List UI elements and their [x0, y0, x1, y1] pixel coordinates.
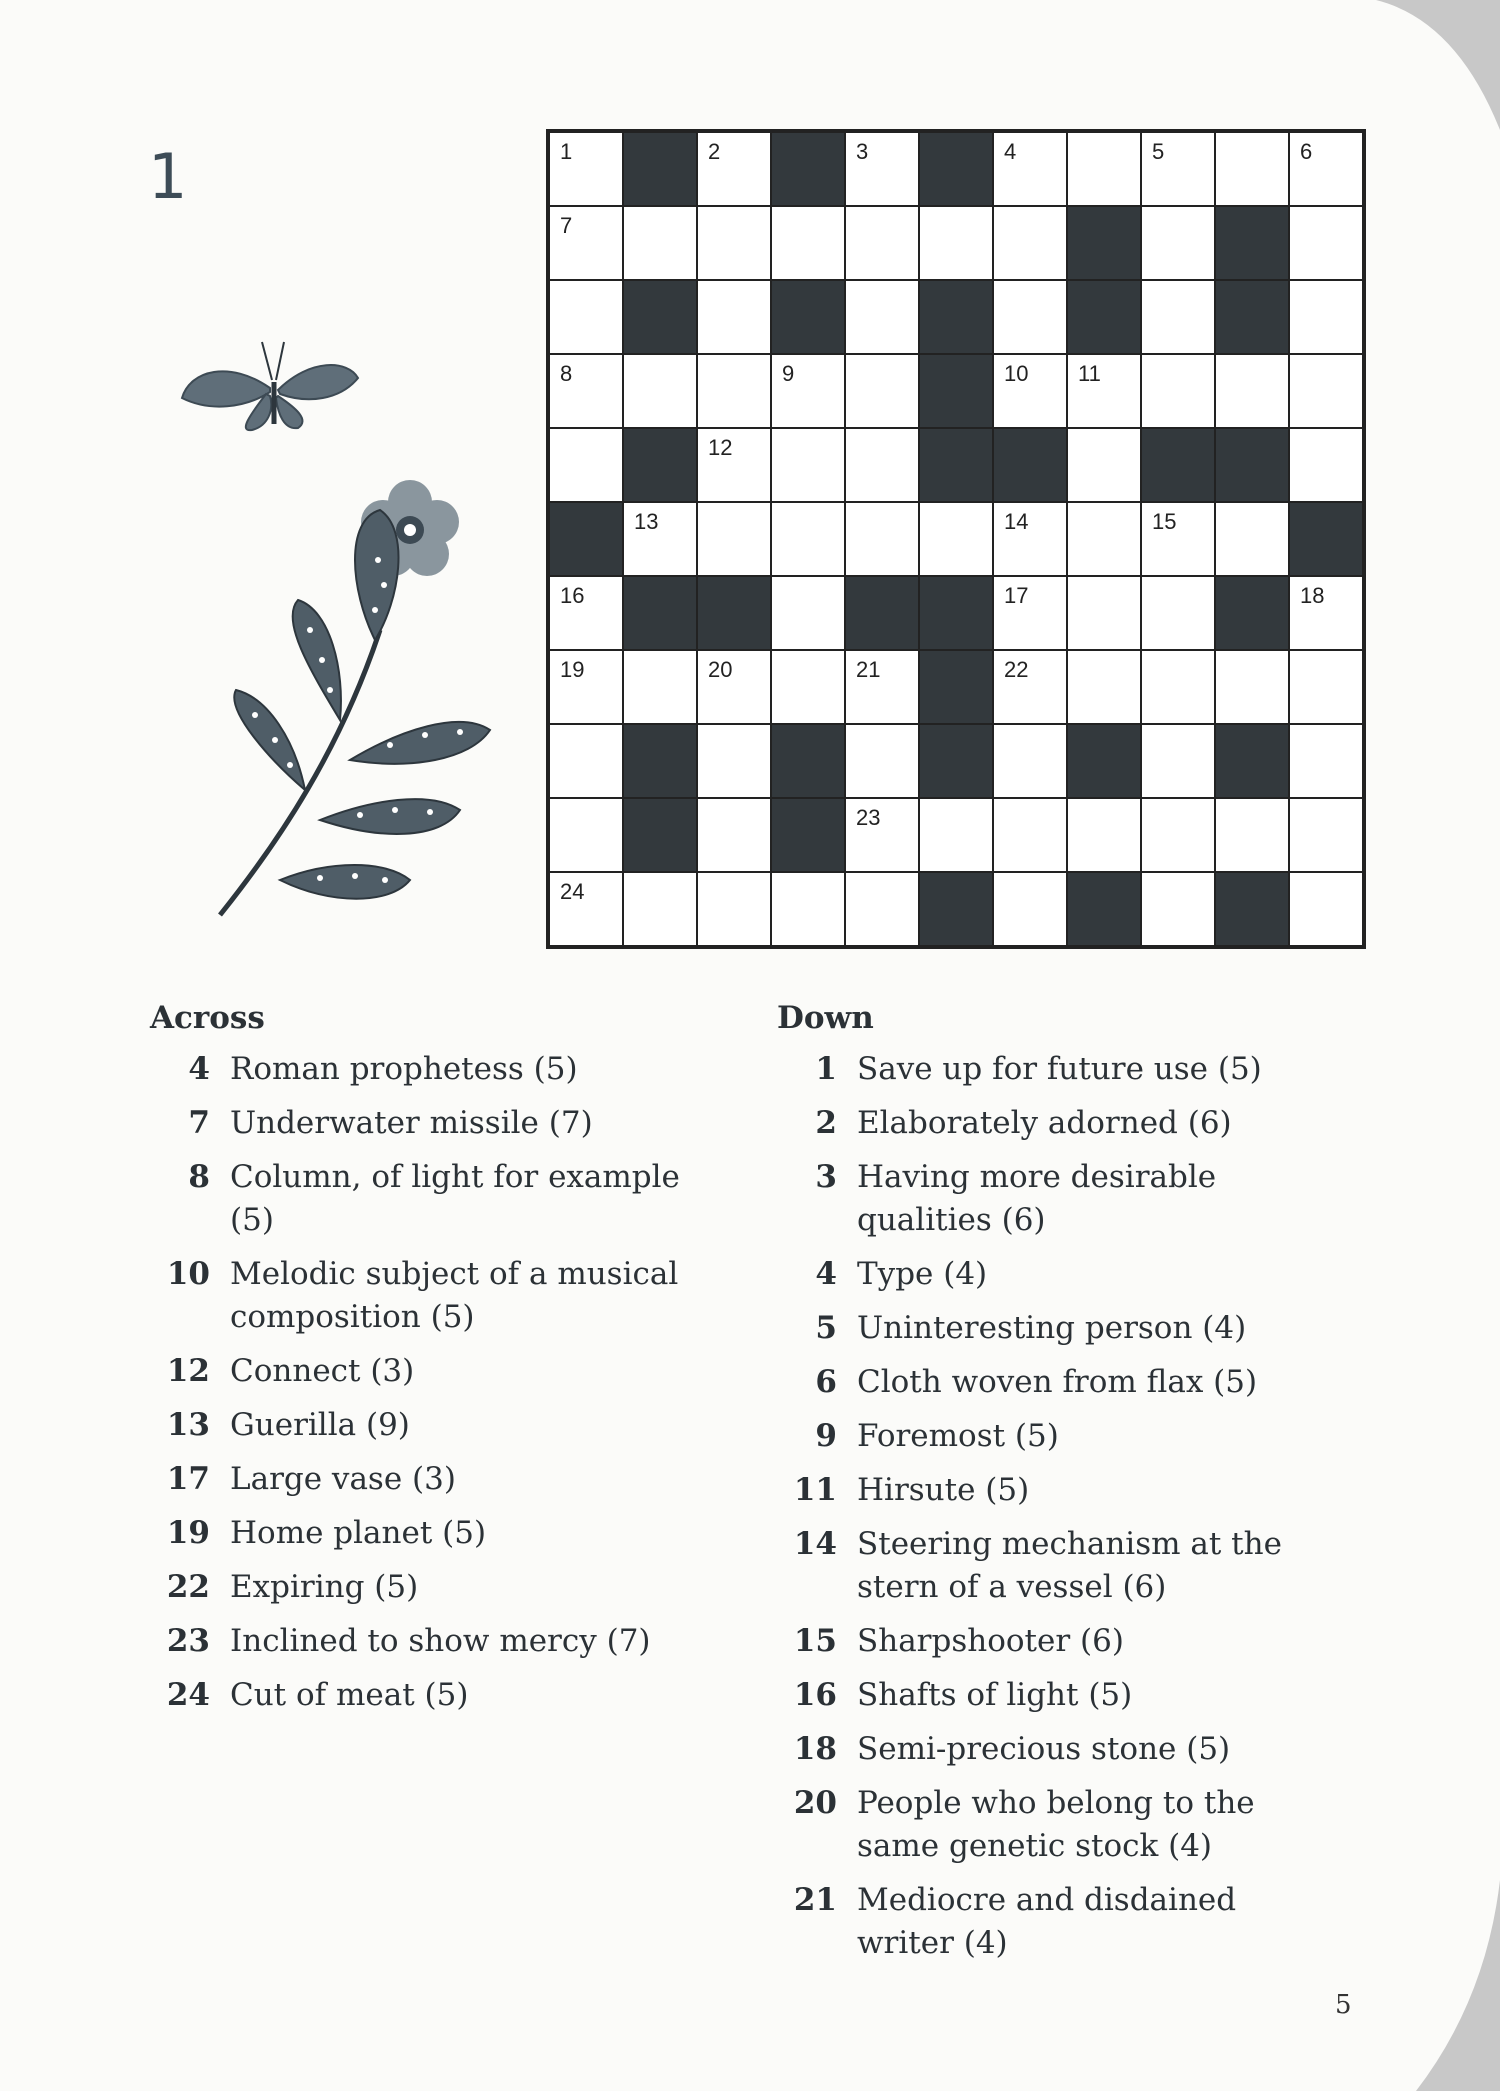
clue-text: Shafts of light (5): [857, 1677, 1133, 1713]
grid-cell[interactable]: [994, 577, 1066, 649]
clue-number: 21: [793, 1882, 837, 1918]
down-clue: [777, 1782, 1337, 1868]
grid-cell[interactable]: [1142, 281, 1214, 353]
cell-number: 7: [560, 213, 573, 238]
down-clue: [777, 1156, 1337, 1242]
down-clue: [777, 1361, 1337, 1404]
grid-block: [920, 577, 992, 649]
grid-block: [920, 651, 992, 723]
clue-text: Type (4): [857, 1256, 988, 1292]
grid-cell[interactable]: [624, 503, 696, 575]
grid-block: [920, 355, 992, 427]
grid-cell[interactable]: [994, 651, 1066, 723]
clue-text: Steering mechanism at the stern of a vessel (6): [857, 1526, 1282, 1605]
down-clue: [777, 1469, 1337, 1512]
grid-block: [846, 577, 918, 649]
grid-cell[interactable]: [550, 725, 622, 797]
grid-cell[interactable]: [624, 355, 696, 427]
grid-cell[interactable]: [1216, 133, 1288, 205]
cell-number: 4: [1004, 139, 1017, 164]
leaf-branch-icon: [220, 510, 490, 915]
across-clue: [150, 1404, 710, 1447]
across-clue: [150, 1253, 710, 1339]
cell-number: 10: [1004, 361, 1029, 386]
across-clue: [150, 1350, 710, 1393]
grid-cell[interactable]: [772, 355, 844, 427]
grid-block: [1290, 503, 1362, 575]
clue-text: Large vase (3): [230, 1461, 456, 1497]
grid-cell[interactable]: [846, 133, 918, 205]
clue-number: 16: [793, 1677, 837, 1713]
cell-number: 19: [560, 657, 585, 682]
grid-cell[interactable]: [920, 503, 992, 575]
grid-cell[interactable]: [1290, 577, 1362, 649]
cell-number: 24: [560, 879, 585, 904]
clue-text: Guerilla (9): [230, 1407, 410, 1443]
grid-block: [624, 725, 696, 797]
grid-cell[interactable]: [550, 429, 622, 501]
grid-cell[interactable]: [1068, 503, 1140, 575]
grid-block: [1216, 429, 1288, 501]
grid-block: [920, 873, 992, 945]
grid-cell[interactable]: [1142, 873, 1214, 945]
grid-cell[interactable]: [698, 355, 770, 427]
clue-number: 8: [188, 1159, 210, 1195]
grid-cell[interactable]: [1290, 133, 1362, 205]
grid-cell[interactable]: [624, 651, 696, 723]
across-clue: [150, 1512, 710, 1555]
clue-number: 2: [815, 1105, 837, 1141]
clue-text: Connect (3): [230, 1353, 415, 1389]
clue-text: Cut of meat (5): [230, 1677, 469, 1713]
clue-number: 5: [815, 1310, 837, 1346]
grid-cell[interactable]: [1290, 355, 1362, 427]
clue-number: 13: [166, 1407, 210, 1443]
grid-cell[interactable]: [846, 799, 918, 871]
clue-number: 10: [166, 1256, 210, 1292]
grid-cell[interactable]: [772, 207, 844, 279]
grid-block: [1216, 577, 1288, 649]
cell-number: 3: [856, 139, 869, 164]
cell-number: 18: [1300, 583, 1325, 608]
clue-text: Home planet (5): [230, 1515, 487, 1551]
cell-number: 14: [1004, 509, 1029, 534]
grid-block: [1216, 873, 1288, 945]
grid-block: [1142, 429, 1214, 501]
cell-number: 8: [560, 361, 573, 386]
clue-text: Inclined to show mercy (7): [230, 1623, 651, 1659]
grid-cell[interactable]: [1142, 503, 1214, 575]
grid-block: [772, 799, 844, 871]
grid-cell[interactable]: [698, 873, 770, 945]
grid-cell[interactable]: [994, 207, 1066, 279]
across-clue: [150, 1674, 710, 1717]
down-clue: [777, 1620, 1337, 1663]
down-clue: [777, 1307, 1337, 1350]
grid-cell[interactable]: [846, 503, 918, 575]
grid-block: [1068, 725, 1140, 797]
grid-cell[interactable]: [550, 651, 622, 723]
down-clue-list: [777, 1048, 1337, 1976]
grid-cell[interactable]: [1290, 281, 1362, 353]
clue-text: Save up for future use (5): [857, 1051, 1262, 1087]
down-clue: [777, 1523, 1337, 1609]
grid-cell[interactable]: [698, 207, 770, 279]
grid-cell[interactable]: [1142, 799, 1214, 871]
clue-number: 12: [166, 1353, 210, 1389]
clue-text: Expiring (5): [230, 1569, 419, 1605]
across-clue: [150, 1102, 710, 1145]
grid-block: [624, 281, 696, 353]
down-clue: [777, 1102, 1337, 1145]
clue-number: 22: [166, 1569, 210, 1605]
grid-block: [772, 725, 844, 797]
grid-cell[interactable]: [698, 281, 770, 353]
cell-number: 20: [708, 657, 733, 682]
grid-block: [920, 429, 992, 501]
page-corner-shading: [1376, 0, 1500, 2091]
grid-cell[interactable]: [772, 651, 844, 723]
grid-block: [772, 133, 844, 205]
cell-number: 13: [634, 509, 659, 534]
grid-block: [920, 133, 992, 205]
grid-cell[interactable]: [698, 799, 770, 871]
grid-block: [624, 577, 696, 649]
clue-number: 19: [166, 1515, 210, 1551]
crossword-grid[interactable]: [546, 129, 1366, 949]
clue-text: Hirsute (5): [857, 1472, 1030, 1508]
grid-cell[interactable]: [994, 133, 1066, 205]
clue-number: 6: [815, 1364, 837, 1400]
grid-cell[interactable]: [624, 207, 696, 279]
grid-cell[interactable]: [920, 799, 992, 871]
cell-number: 21: [856, 657, 881, 682]
grid-cell[interactable]: [1290, 873, 1362, 945]
grid-cell[interactable]: [550, 207, 622, 279]
grid-cell[interactable]: [550, 577, 622, 649]
cell-number: 5: [1152, 139, 1165, 164]
clue-text: Elaborately adorned (6): [857, 1105, 1232, 1141]
clue-number: 23: [166, 1623, 210, 1659]
cell-number: 9: [782, 361, 795, 386]
clue-number: 4: [815, 1256, 837, 1292]
across-clue: [150, 1156, 710, 1242]
grid-cell[interactable]: [994, 281, 1066, 353]
cell-number: 1: [560, 139, 573, 164]
cell-number: 11: [1078, 361, 1101, 386]
grid-cell[interactable]: [1216, 651, 1288, 723]
across-clue: [150, 1620, 710, 1663]
grid-cell[interactable]: [846, 873, 918, 945]
grid-cell[interactable]: [846, 355, 918, 427]
clue-text: Uninteresting person (4): [857, 1310, 1247, 1346]
grid-cell[interactable]: [1068, 651, 1140, 723]
grid-cell[interactable]: [772, 503, 844, 575]
down-heading: Down: [777, 1000, 874, 1036]
down-clue: [777, 1415, 1337, 1458]
cell-number: 22: [1004, 657, 1029, 682]
clue-text: Foremost (5): [857, 1418, 1059, 1454]
grid-cell[interactable]: [698, 133, 770, 205]
grid-cell[interactable]: [698, 429, 770, 501]
grid-cell[interactable]: [1068, 799, 1140, 871]
clue-number: 15: [793, 1623, 837, 1659]
cell-number: 12: [708, 435, 733, 460]
grid-cell[interactable]: [772, 429, 844, 501]
grid-cell[interactable]: [1290, 799, 1362, 871]
grid-block: [1216, 281, 1288, 353]
clue-number: 11: [793, 1472, 837, 1508]
across-heading: Across: [150, 1000, 265, 1036]
down-clue: [777, 1728, 1337, 1771]
grid-cell[interactable]: [846, 207, 918, 279]
grid-cell[interactable]: [994, 355, 1066, 427]
grid-cell[interactable]: [846, 281, 918, 353]
grid-cell[interactable]: [1142, 725, 1214, 797]
across-clue: [150, 1458, 710, 1501]
down-clue: [777, 1674, 1337, 1717]
clue-number: 9: [815, 1418, 837, 1454]
grid-cell[interactable]: [550, 355, 622, 427]
grid-block: [550, 503, 622, 575]
puzzle-number: 1: [148, 140, 188, 213]
grid-cell[interactable]: [1068, 355, 1140, 427]
grid-cell[interactable]: [550, 281, 622, 353]
clue-number: 4: [188, 1051, 210, 1087]
decoration-illustration: [170, 320, 520, 940]
clue-text: Melodic subject of a musical composition (5): [230, 1256, 679, 1335]
clue-number: 24: [166, 1677, 210, 1713]
grid-block: [920, 725, 992, 797]
across-clue-list: [150, 1048, 710, 1728]
clue-text: Roman prophetess (5): [230, 1051, 578, 1087]
grid-block: [920, 281, 992, 353]
clue-text: People who belong to the same genetic stock (4): [857, 1785, 1255, 1864]
grid-cell[interactable]: [994, 725, 1066, 797]
clue-number: 17: [166, 1461, 210, 1497]
grid-block: [624, 799, 696, 871]
grid-cell[interactable]: [550, 133, 622, 205]
across-clue: [150, 1566, 710, 1609]
clue-text: Cloth woven from flax (5): [857, 1364, 1258, 1400]
grid-cell[interactable]: [550, 799, 622, 871]
grid-cell[interactable]: [1142, 133, 1214, 205]
grid-cell[interactable]: [846, 725, 918, 797]
grid-cell[interactable]: [1216, 355, 1288, 427]
grid-block: [1068, 281, 1140, 353]
grid-cell[interactable]: [994, 873, 1066, 945]
grid-block: [1216, 725, 1288, 797]
grid-block: [1216, 207, 1288, 279]
grid-block: [994, 429, 1066, 501]
grid-cell[interactable]: [1216, 503, 1288, 575]
clue-text: Mediocre and disdained writer (4): [857, 1882, 1237, 1961]
grid-cell[interactable]: [1068, 577, 1140, 649]
grid-cell[interactable]: [1142, 207, 1214, 279]
grid-cell[interactable]: [846, 651, 918, 723]
grid-cell[interactable]: [1216, 799, 1288, 871]
grid-cell[interactable]: [1142, 355, 1214, 427]
grid-cell[interactable]: [698, 651, 770, 723]
grid-cell[interactable]: [624, 873, 696, 945]
butterfly-icon: [182, 342, 358, 430]
clue-text: Semi-precious stone (5): [857, 1731, 1231, 1767]
grid-cell[interactable]: [920, 207, 992, 279]
down-clue: [777, 1879, 1337, 1965]
clue-number: 20: [793, 1785, 837, 1821]
grid-block: [1068, 873, 1140, 945]
grid-cell[interactable]: [994, 799, 1066, 871]
grid-block: [624, 429, 696, 501]
grid-block: [624, 133, 696, 205]
grid-cell[interactable]: [1290, 725, 1362, 797]
clue-text: Column, of light for example (5): [230, 1159, 680, 1238]
cell-number: 17: [1004, 583, 1029, 608]
grid-cell[interactable]: [1290, 207, 1362, 279]
clue-text: Sharpshooter (6): [857, 1623, 1124, 1659]
grid-cell[interactable]: [1068, 133, 1140, 205]
down-clue: [777, 1253, 1337, 1296]
grid-cell[interactable]: [846, 429, 918, 501]
grid-block: [772, 281, 844, 353]
grid-block: [698, 577, 770, 649]
grid-cell[interactable]: [1142, 577, 1214, 649]
clue-number: 14: [793, 1526, 837, 1562]
grid-cell[interactable]: [698, 503, 770, 575]
clue-number: 3: [815, 1159, 837, 1195]
grid-cell[interactable]: [1290, 651, 1362, 723]
page-number: 5: [1335, 1990, 1352, 2020]
cell-number: 6: [1300, 139, 1313, 164]
clue-number: 18: [793, 1731, 837, 1767]
clue-text: Underwater missile (7): [230, 1105, 593, 1141]
cell-number: 2: [708, 139, 721, 164]
cell-number: 15: [1152, 509, 1177, 534]
cell-number: 23: [856, 805, 881, 830]
grid-cell[interactable]: [772, 873, 844, 945]
grid-cell[interactable]: [1290, 429, 1362, 501]
grid-cell[interactable]: [1068, 429, 1140, 501]
grid-cell[interactable]: [698, 725, 770, 797]
clue-text: Having more desirable qualities (6): [857, 1159, 1217, 1238]
grid-block: [1068, 207, 1140, 279]
cell-number: 16: [560, 583, 585, 608]
down-clue: [777, 1048, 1337, 1091]
grid-cell[interactable]: [1142, 651, 1214, 723]
grid-cell[interactable]: [772, 577, 844, 649]
across-clue: [150, 1048, 710, 1091]
grid-cell[interactable]: [994, 503, 1066, 575]
clue-number: 1: [815, 1051, 837, 1087]
grid-cell[interactable]: [550, 873, 622, 945]
clue-number: 7: [188, 1105, 210, 1141]
